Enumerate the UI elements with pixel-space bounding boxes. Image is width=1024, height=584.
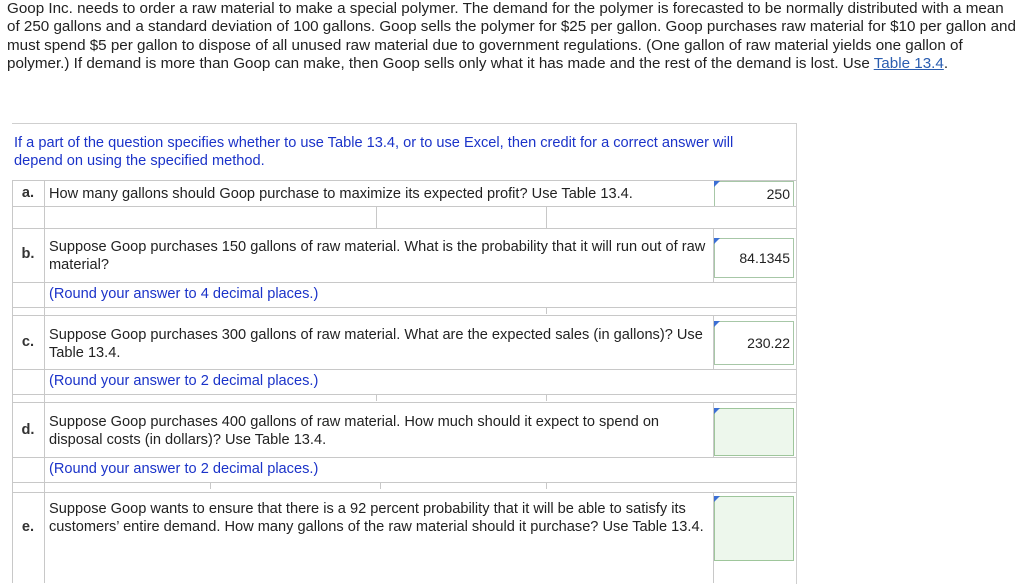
- cell-divider: [546, 307, 547, 314]
- answer-e-input[interactable]: [714, 496, 794, 561]
- cell-divider: [376, 394, 377, 401]
- cell-divider: [376, 206, 377, 228]
- answer-column-divider: [713, 402, 714, 457]
- question-b-rounding: (Round your answer to 4 decimal places.): [49, 286, 319, 302]
- cell-divider: [546, 394, 547, 401]
- row-divider: [12, 457, 796, 458]
- row-divider: [12, 394, 796, 395]
- problem-end: .: [943, 55, 949, 73]
- problem-statement: [7, 0, 1017, 74]
- answer-a-value: 250: [766, 186, 790, 202]
- answer-d-input[interactable]: [714, 408, 794, 456]
- question-c-rounding: (Round your answer to 2 decimal places.): [49, 373, 319, 389]
- question-c-letter: c.: [21, 334, 35, 350]
- row-divider: [12, 307, 796, 308]
- answer-a-input[interactable]: [714, 181, 794, 207]
- row-divider: [12, 206, 796, 207]
- row-divider: [12, 228, 796, 229]
- cell-divider: [546, 206, 547, 228]
- answer-column-divider: [713, 492, 714, 583]
- question-b-letter: b.: [21, 246, 35, 262]
- row-divider: [12, 315, 796, 316]
- row-divider: [12, 282, 796, 283]
- question-d-letter: d.: [21, 422, 35, 438]
- letter-column-divider: [44, 180, 45, 583]
- instruction-note: If a part of the question specifies whether to use Table 13.4, or to use Excel, then credit for a correct answer will depend on using the specified method.: [14, 135, 734, 169]
- cell-divider: [380, 482, 381, 489]
- row-divider: [12, 180, 796, 181]
- flag-icon: [714, 238, 720, 244]
- question-b-text: Suppose Goop purchases 150 gallons of raw material. What is the probability that it will run out of raw material?: [49, 239, 706, 273]
- flag-icon: [714, 181, 720, 187]
- question-a-letter: a.: [21, 185, 35, 201]
- question-e-letter: e.: [21, 519, 35, 535]
- answer-c-input[interactable]: [714, 321, 794, 365]
- question-e-text: Suppose Goop wants to ensure that there is a 92 percent probability that it will be able to satisfy its customers’ entire demand. How many gallons of the raw material should it purchase? Use Table 13.4.: [49, 501, 704, 535]
- answer-column-divider: [713, 315, 714, 369]
- table-13-4-link[interactable]: Table 13.4: [873, 55, 944, 73]
- answer-c-value: 230.22: [747, 335, 790, 351]
- flag-icon: [714, 408, 720, 414]
- row-divider: [12, 492, 796, 493]
- row-divider: [12, 369, 796, 370]
- question-d-rounding: (Round your answer to 2 decimal places.): [49, 461, 319, 477]
- question-a-text: How many gallons should Goop purchase to maximize its expected profit? Use Table 13.4.: [49, 186, 633, 202]
- flag-icon: [714, 496, 720, 502]
- answer-column-divider: [713, 228, 714, 282]
- problem-text: Goop Inc. needs to order a raw material to make a special polymer. The demand for the polymer is forecasted to be normally distributed with a mean of 250 gallons and a standard deviation of 100 gallons. Goop sells the polymer for $25 per gallon. Goop purchases raw material for $10 per gallon and must spend $5 per gallon to dispose of all unused raw material due to government regulations. (One gallon of raw material yields one gallon of polymer.) If demand is more than Goop can make, then Goop sells only what it has made and the rest of the demand is lost. Use: [7, 0, 1016, 73]
- cell-divider: [546, 482, 547, 489]
- answer-b-value: 84.1345: [739, 250, 790, 266]
- row-divider: [12, 402, 796, 403]
- row-divider: [12, 482, 796, 483]
- question-d-text: Suppose Goop purchases 400 gallons of raw material. How much should it expect to spend on disposal costs (in dollars)? Use Table 13.4.: [49, 414, 660, 448]
- answer-b-input[interactable]: [714, 238, 794, 278]
- flag-icon: [714, 321, 720, 327]
- cell-divider: [210, 482, 211, 489]
- question-c-text: Suppose Goop purchases 300 gallons of raw material. What are the expected sales (in gallons)? Use Table 13.4.: [49, 327, 703, 361]
